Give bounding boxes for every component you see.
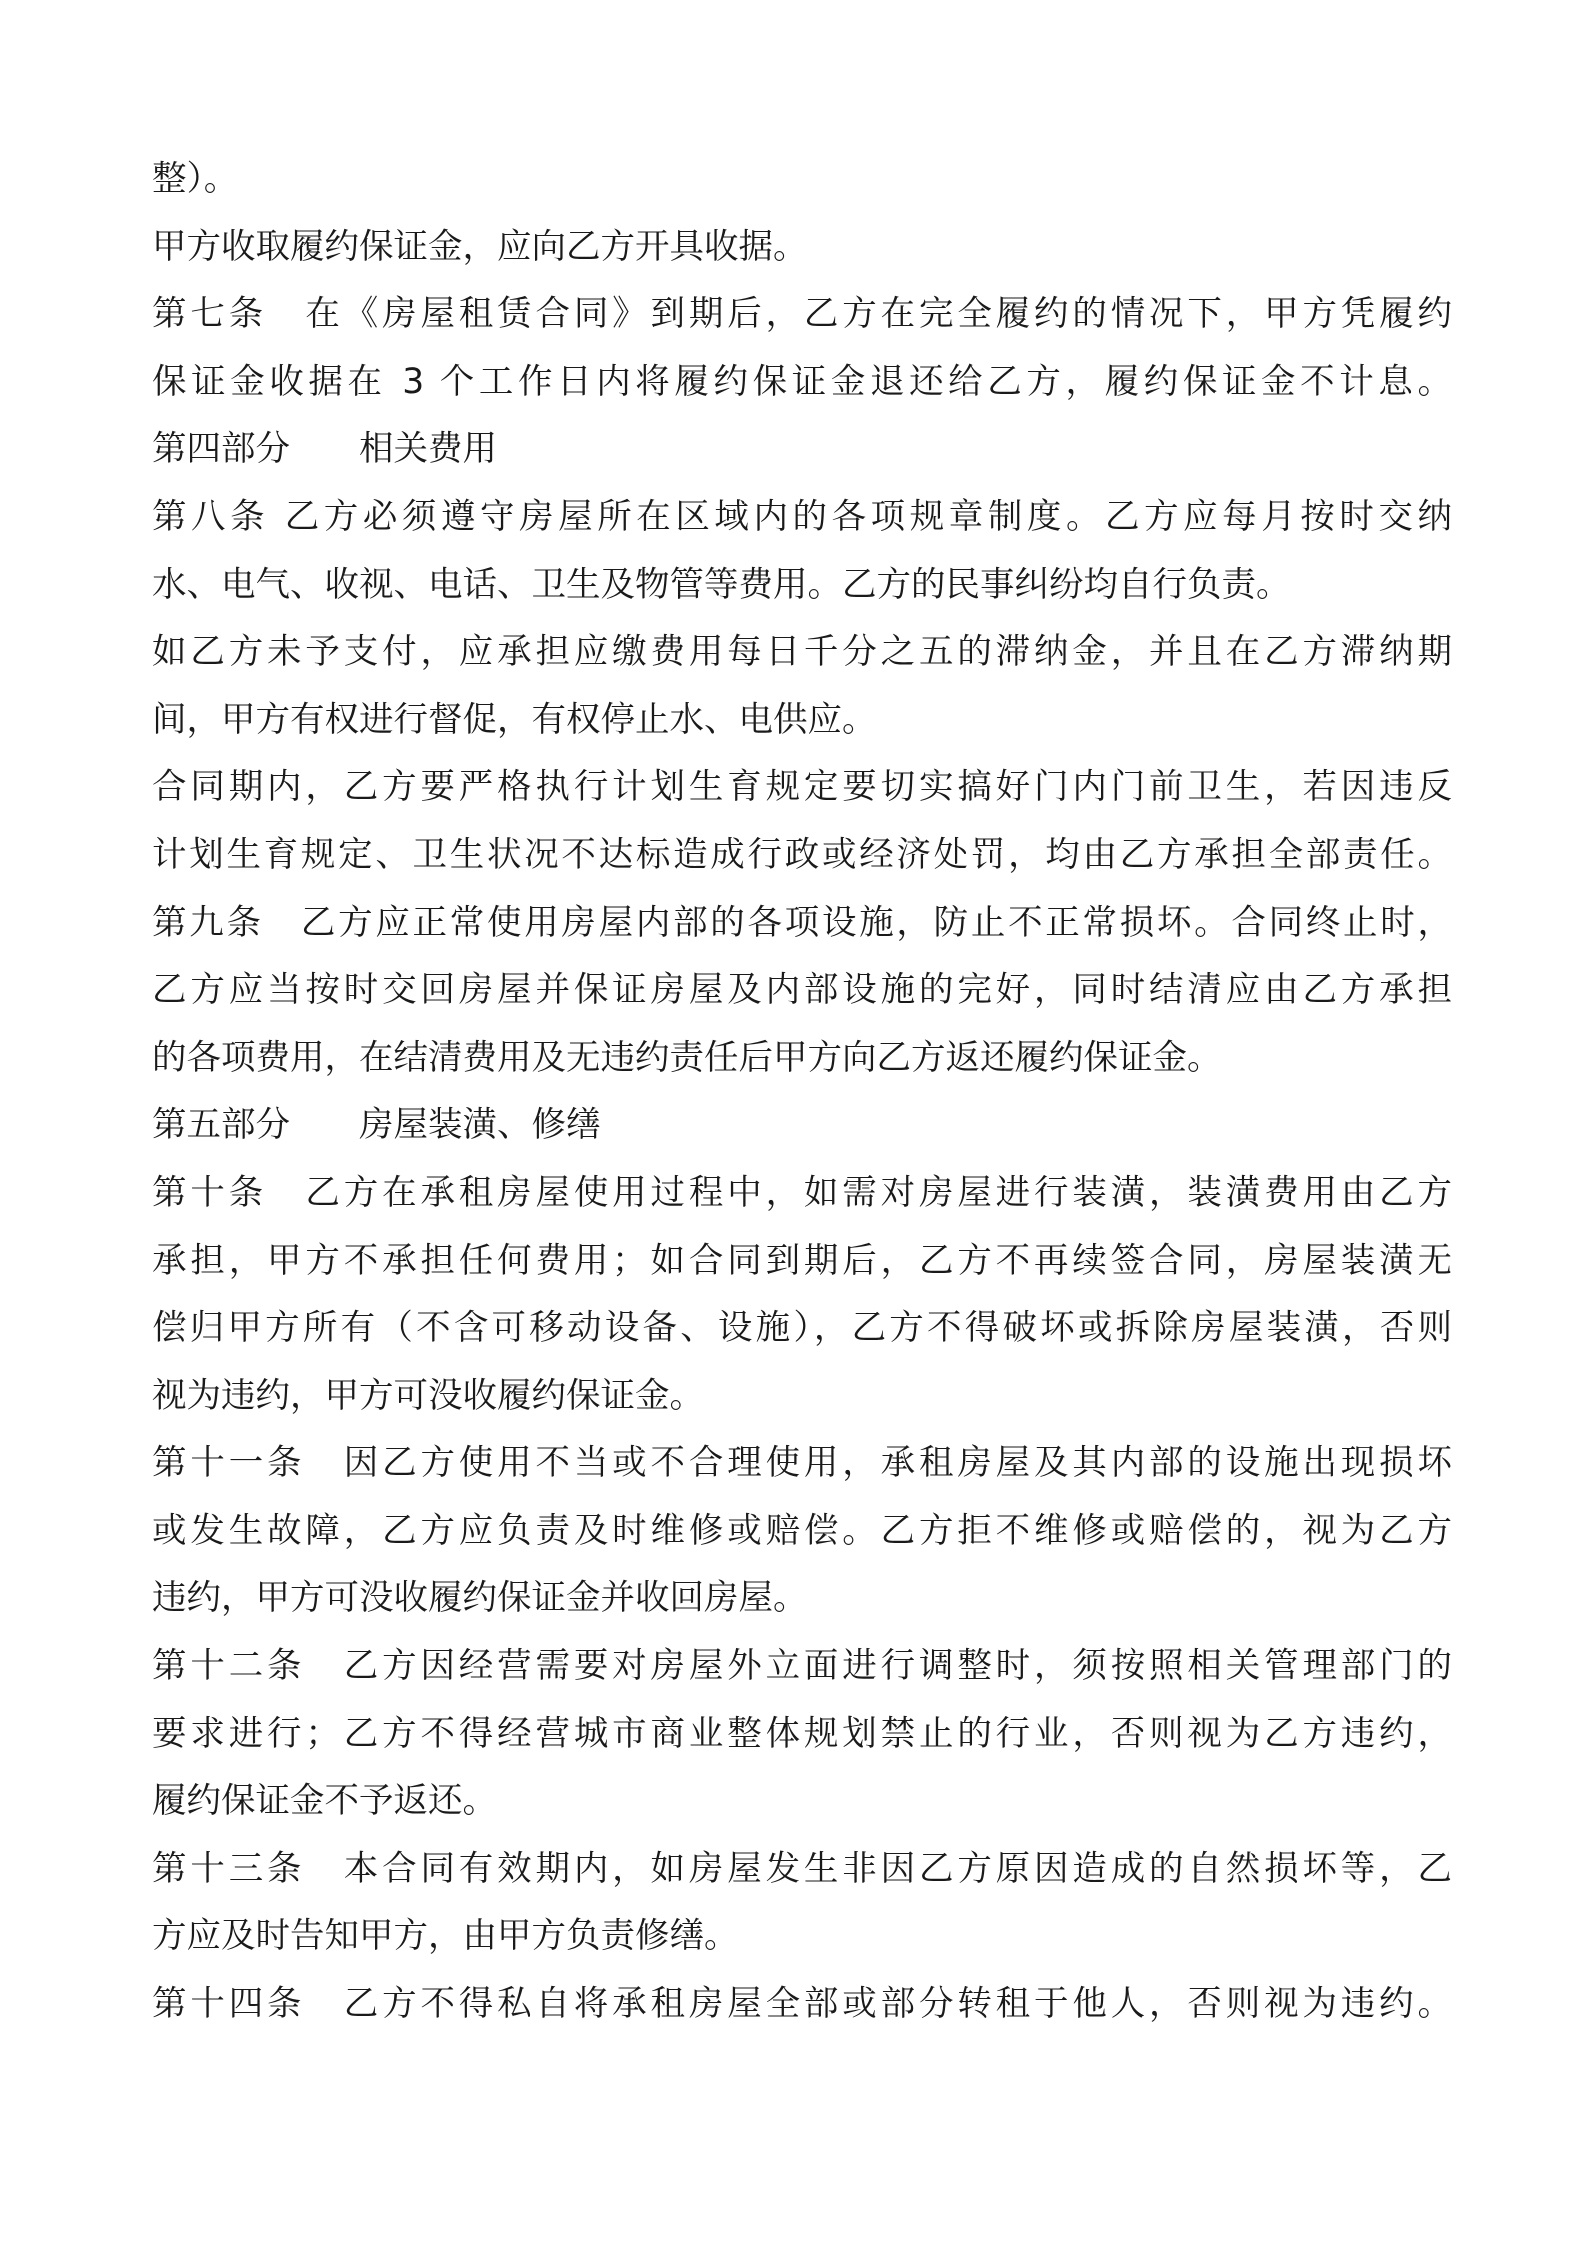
text-line: 的各项费用，在结清费用及无违约责任后甲方向乙方返还履约保证金。 <box>152 1037 1222 1078</box>
text-line: 或发生故障，乙方应负责及时维修或赔偿。乙方拒不维修或赔偿的，视为乙方 <box>152 1510 1452 1551</box>
text-line: 乙方应当按时交回房屋并保证房屋及内部设施的完好，同时结清应由乙方承担 <box>152 970 1452 1011</box>
text-line: 第十一条 因乙方使用不当或不合理使用，承租房屋及其内部的设施出现损坏 <box>152 1443 1452 1484</box>
text-line: 视为违约，甲方可没收履约保证金。 <box>152 1375 704 1416</box>
text-line: 第七条 在《房屋租赁合同》到期后，乙方在完全履约的情况下，甲方凭履约 <box>152 294 1452 335</box>
text-line: 合同期内，乙方要严格执行计划生育规定要切实搞好门内门前卫生，若因违反 <box>152 767 1452 808</box>
text-line: 第十二条 乙方因经营需要对房屋外立面进行调整时，须按照相关管理部门的 <box>152 1646 1452 1687</box>
text-line: 承担，甲方不承担任何费用；如合同到期后，乙方不再续签合同，房屋装潢无 <box>152 1240 1452 1281</box>
text-line: 要求进行；乙方不得经营城市商业整体规划禁止的行业，否则视为乙方违约， <box>152 1713 1452 1754</box>
text-line: 履约保证金不予返还。 <box>152 1781 497 1822</box>
text-line: 第八条 乙方必须遵守房屋所在区域内的各项规章制度。乙方应每月按时交纳 <box>152 496 1452 537</box>
text-line: 偿归甲方所有（不含可移动设备、设施），乙方不得破坏或拆除房屋装潢，否则 <box>152 1308 1452 1349</box>
text-line: 间，甲方有权进行督促，有权停止水、电供应。 <box>152 699 877 740</box>
text-line: 保证金收据在 3 个工作日内将履约保证金退还给乙方，履约保证金不计息。 <box>152 361 1452 402</box>
text-line: 第五部分 房屋装潢、修缮 <box>152 1105 601 1146</box>
text-line: 计划生育规定、卫生状况不达标造成行政或经济处罚，均由乙方承担全部责任。 <box>152 834 1452 875</box>
text-line: 第十条 乙方在承租房屋使用过程中，如需对房屋进行装潢，装潢费用由乙方 <box>152 1172 1452 1213</box>
text-line: 第十四条 乙方不得私自将承租房屋全部或部分转租于他人，否则视为违约。 <box>152 1984 1452 2025</box>
text-line: 违约，甲方可没收履约保证金并收回房屋。 <box>152 1578 808 1619</box>
text-line: 整）。 <box>152 159 239 199</box>
document-body <box>152 146 1452 2039</box>
text-line: 第四部分 相关费用 <box>152 429 497 470</box>
text-line: 如乙方未予支付，应承担应缴费用每日千分之五的滞纳金，并且在乙方滞纳期 <box>152 632 1452 673</box>
text-line: 方应及时告知甲方，由甲方负责修缮。 <box>152 1916 739 1957</box>
text-line: 水、电气、收视、电话、卫生及物管等费用。乙方的民事纠纷均自行负责。 <box>152 564 1291 605</box>
text-line: 第九条 乙方应正常使用房屋内部的各项设施，防止不正常损坏。合同终止时， <box>152 902 1452 943</box>
text-line: 甲方收取履约保证金，应向乙方开具收据。 <box>152 226 808 267</box>
text-line: 第十三条 本合同有效期内，如房屋发生非因乙方原因造成的自然损坏等，乙 <box>152 1848 1452 1889</box>
